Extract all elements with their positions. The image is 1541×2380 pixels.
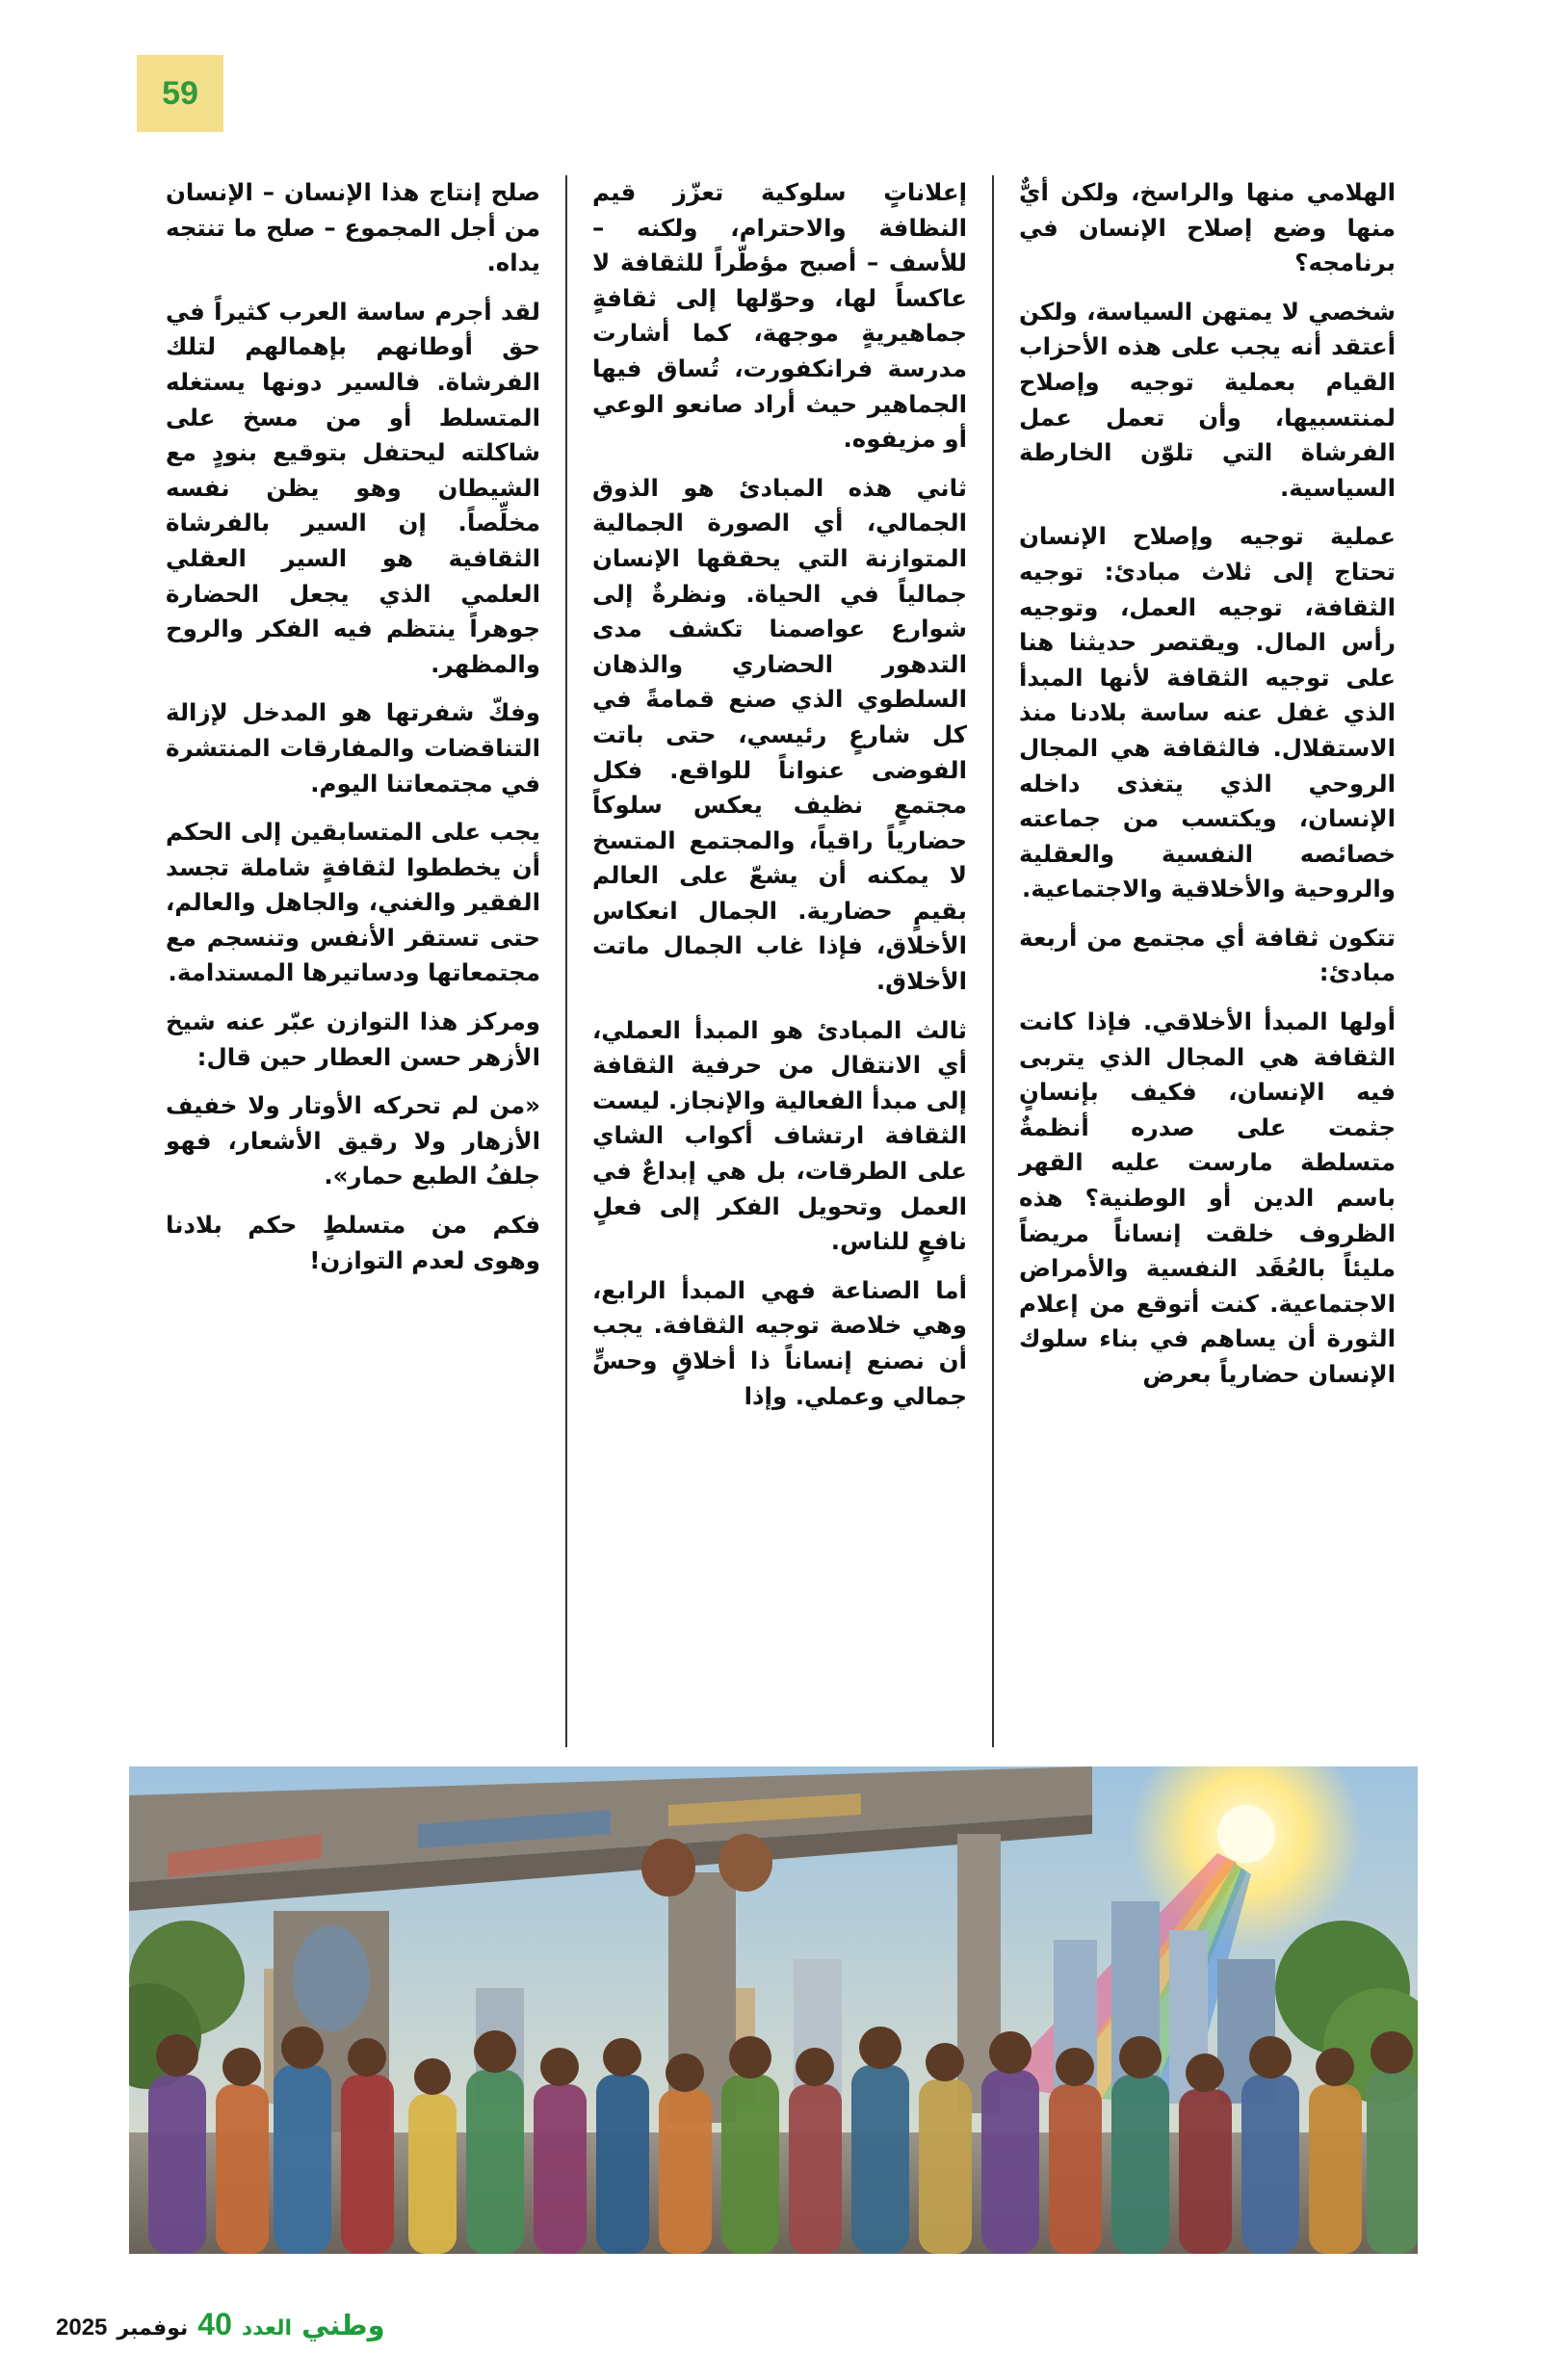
paragraph: الهلامي منها والراسخ، ولكن أيٌّ منها وضع إصلاح الإنسان في برنامجه؟ — [1019, 178, 1396, 277]
paragraph: عملية توجيه وإصلاح الإنسان تحتاج إلى ثلاث مبادئ: توجيه الثقافة، توجيه العمل، وتوجيه رأس المال. ويقتصر حديثنا هنا على توجيه الثقافة لأنها المبدأ الذي غفل عنه ساسة بلادنا منذ الاستقلال. فالثقافة هي المجال الروحي الذي يتغذى داخله الإنسان، ويكتسب من جماعته خصائصه النفسية والعقلية والروحية والأخلاقية والاجتماعية. — [1019, 522, 1396, 903]
article-illustration — [129, 1766, 1418, 2254]
article-column-2 — [567, 175, 994, 1747]
paragraph: إعلاناتٍ سلوكية تعزّز قيم النظافة والاحترام، ولكنه – للأسف – أصبح مؤطّراً للثقافة لا عاكساً لها، وحوّلها إلى ثقافةٍ جماهيريةٍ موجهة، كما أشارت مدرسة فرانكفورت، تُساق فيها الجماهير حيث أراد صانعو الوعي أو مزيفوه. — [592, 178, 967, 454]
paragraph: صلح إنتاج هذا الإنسان – الإنسان من أجل المجموع – صلح ما تنتجه يداه. — [166, 178, 540, 277]
page-footer — [56, 2307, 385, 2345]
paragraph: أولها المبدأ الأخلاقي. فإذا كانت الثقافة هي المجال الذي يتربى فيه الإنسان، فكيف بإنسانٍ جثمت على صدره أنظمةٌ متسلطة مارست عليه القهر باسم الدين أو الوطنية؟ هذه الظروف خلقت إنساناً مريضاً مليئاً بالعُقَد النفسية والأمراض الاجتماعية. كنت أتوقع من إعلام الثورة أن يساهم في بناء سلوك الإنسان حضارياً بعرض — [1019, 1007, 1396, 1388]
paragraph: يجب على المتسابقين إلى الحكم أن يخططوا لثقافةٍ شاملة تجسد الفقير والغني، والجاهل والعالم، حتى تستقر الأنفس وتنسجم مع مجتمعاتها ودساتيرها المستدامة. — [166, 818, 540, 987]
article-columns — [125, 175, 1421, 1747]
article-column-3 — [141, 175, 567, 1747]
paragraph: لقد أجرم ساسة العرب كثيراً في حق أوطانهم بإهمالهم لتلك الفرشاة. فالسير دونها يستغله المتسلط أو من مسخ على شاكلته ليحتفل بتوقيع بنودٍ مع الشيطان وهو يظن نفسه مخلِّصاً. إن السير بالفرشاة الثقافية هو السير العقلي العلمي الذي يجعل الحضارة جوهراً ينتظم فيه الفكر والروح والمظهر. — [166, 297, 540, 678]
page-number: 59 — [137, 55, 223, 132]
magazine-brand: وطني — [301, 2309, 385, 2341]
paragraph: أما الصناعة فهي المبدأ الرابع، وهي خلاصة توجيه الثقافة. يجب أن نصنع إنساناً ذا أخلاقٍ وحسٍّ جمالي وعملي. وإذا — [592, 1275, 967, 1410]
paragraph: ثاني هذه المبادئ هو الذوق الجمالي، أي الصورة الجمالية المتوازنة التي يحققها الإنسان جمالياً في الحياة. ونظرةٌ إلى شوارع عواصمنا تكشف مدى التدهور الحضاري والذهان السلطوي الذي صنع قمامةً في كل شارعٍ رئيسي، حتى باتت الفوضى عنواناً للواقع. فكل مجتمعٍ نظيف يعكس سلوكاً حضارياً راقياً، والمجتمع المتسخ لا يمكنه أن يشعّ على العالم بقيمٍ حضارية. الجمال انعكاس الأخلاق، فإذا غاب الجمال ماتت الأخلاق. — [592, 473, 967, 996]
paragraph: تتكون ثقافة أي مجتمع من أربعة مبادئ: — [1019, 923, 1396, 987]
article-column-1 — [994, 175, 1421, 1747]
issue-number: 40 — [197, 2307, 232, 2341]
issue-label: العدد — [241, 2316, 293, 2341]
paragraph: شخصي لا يمتهن السياسة، ولكن أعتقد أنه يجب على هذه الأحزاب القيام بعملية توجيه وإصلاح لمنتسبيها، وأن تعمل عمل الفرشاة التي تلوّن الخارطة السياسية. — [1019, 297, 1396, 502]
paragraph: ثالث المبادئ هو المبدأ العملي، أي الانتقال من حرفية الثقافة إلى مبدأ الفعالية والإنجاز. ليست الثقافة ارتشاف أكواب الشاي على الطرقات، بل هي إبداعٌ في العمل وتحويل الفكر إلى فعلٍ نافعٍ للناس. — [592, 1015, 967, 1256]
issue-year: 2025 — [56, 2315, 108, 2341]
paragraph: «من لم تحركه الأوتار ولا خفيف الأزهار ولا رقيق الأشعار، فهو جلفُ الطبع حمار». — [166, 1091, 540, 1190]
paragraph: وفكّ شفرتها هو المدخل لإزالة التناقضات والمفارقات المنتشرة في مجتمعاتنا اليوم. — [166, 698, 540, 798]
paragraph: فكم من متسلطٍ حكم بلادنا وهوى لعدم التوازن! — [166, 1211, 540, 1274]
issue-month: نوفمبر — [117, 2316, 189, 2341]
illustration-crowd-under-bridge — [129, 1766, 1418, 2254]
paragraph: ومركز هذا التوازن عبّر عنه شيخ الأزهر حسن العطار حين قال: — [166, 1007, 540, 1071]
